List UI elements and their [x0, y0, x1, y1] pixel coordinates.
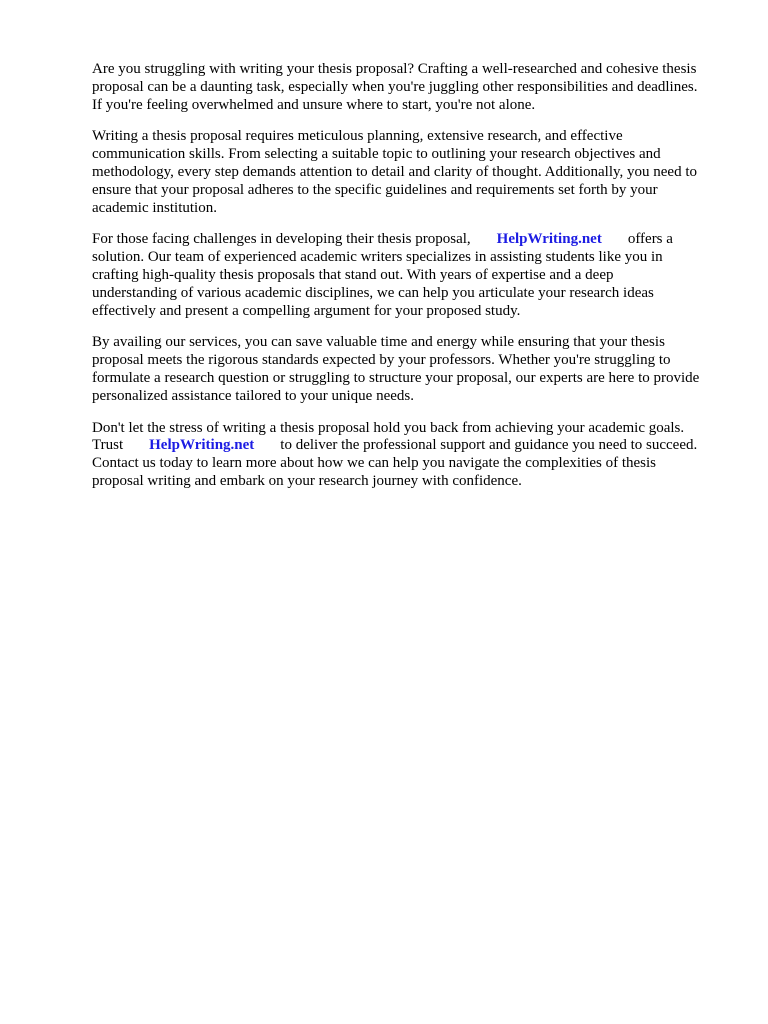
- paragraph-call-to-action: [92, 420, 732, 491]
- helpwriting-link[interactable]: HelpWriting.net: [496, 231, 602, 248]
- paragraph-services: By availing our services, you can save valuable time and energy while ensuring that your thesis proposal meets the rigorous standards expected by your professors. Whether you're struggling to formulate a research question or struggling to structure your proposal, our experts are here to provide personalized assistance tailored to your unique needs.: [92, 334, 700, 404]
- paragraph-solution: [92, 231, 732, 320]
- paragraph-cta-text-after: to deliver the professional support and guidance you need to succeed. Contact us today to learn more about how we can help you navigate the complexities of thesis proposal writing and embark on your research journey with confidence.: [92, 437, 698, 489]
- paragraph-solution-text-after: offers a solution. Our team of experienced academic writers specializes in assisting students like you in crafting high-quality thesis proposals that stand out. With years of expertise and a deep understanding of various academic disciplines, we can help you articulate your research ideas effectively and present a compelling argument for your proposed study.: [92, 231, 673, 319]
- helpwriting-link-cta[interactable]: HelpWriting.net: [149, 437, 255, 454]
- paragraph-cta-text-before: Don't let the stress of writing a thesis proposal hold you back from achieving your academic goals. Trust: [92, 419, 685, 454]
- paragraph-intro: Are you struggling with writing your thesis proposal? Crafting a well-researched and cohesive thesis proposal can be a daunting task, especially when you're juggling other responsibilities and deadlines. If you're feeling overwhelmed and unsure where to start, you're not alone.: [92, 61, 698, 113]
- document-body: [92, 61, 732, 505]
- paragraph-solution-text-before: For those facing challenges in developing their thesis proposal,: [92, 231, 471, 248]
- paragraph-requirements: Writing a thesis proposal requires meticulous planning, extensive research, and effective communication skills. From selecting a suitable topic to outlining your research objectives and methodology, every step demands attention to detail and clarity of thought. Additionally, you need to ensure that your proposal adheres to the specific guidelines and requirements set forth by your academic institution.: [92, 128, 698, 216]
